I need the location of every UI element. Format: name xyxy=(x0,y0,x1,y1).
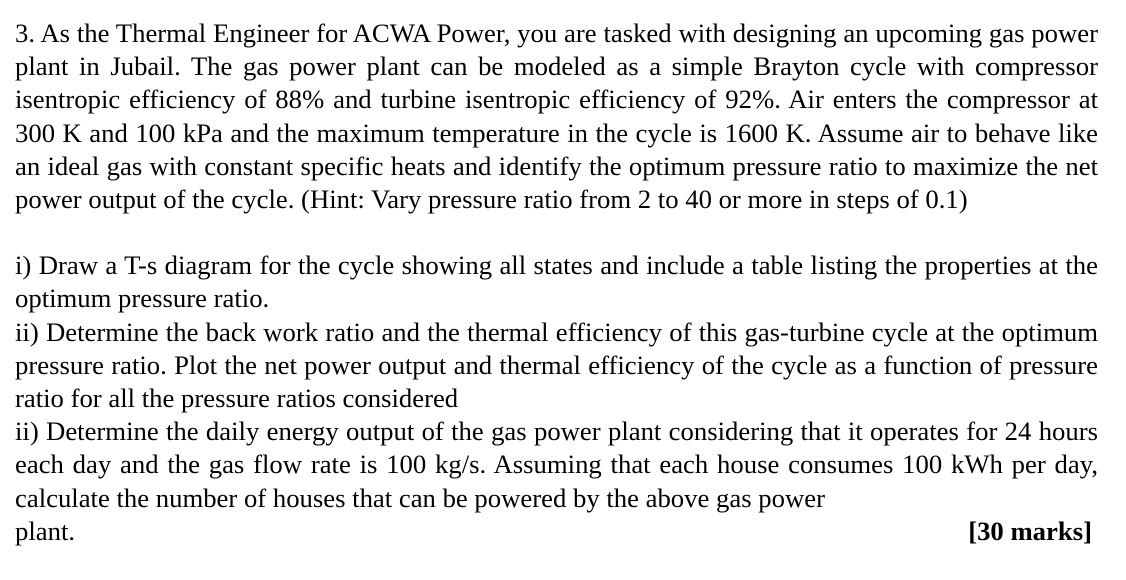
part-ii-text: ii) Determine the back work ratio and the thermal efficiency of this gas-turbine cycle at the optimum pressure ratio. Plot the net power output and thermal efficiency of the cycle as a function of pressure ratio for all the pressure ratios considered xyxy=(15,316,1098,414)
part-iii-end-text: plant. xyxy=(15,515,76,546)
part-iii-text: ii) Determine the daily energy output of the gas power plant considering that it operates for 24 hours each day and the gas flow rate is 100 kg/s. Assuming that each house consumes 100 kWh per day, calculate the number of houses that can be powered by the above gas power xyxy=(15,416,1098,513)
question-document xyxy=(15,17,1098,548)
marks-label: [30 marks] xyxy=(968,515,1092,546)
paragraph-spacer xyxy=(15,216,1098,249)
question-intro: 3. As the Thermal Engineer for ACWA Power, you are tasked with designing an upcoming gas power plant in Jubail. The gas power plant can be modeled as a simple Brayton cycle with compressor isentropic efficiency of 88% and turbine isentropic efficiency of 92%. Air enters the compressor at 300 K and 100 kPa and the maximum temperature in the cycle is 1600 K. Assume air to behave like an ideal gas with constant specific heats and identify the optimum pressure ratio to maximize the net power output of the cycle. (Hint: Vary pressure ratio from 2 to 40 or more in steps of 0.1) xyxy=(15,18,1098,215)
final-line xyxy=(15,515,1098,548)
part-i-text: i) Draw a T-s diagram for the cycle showing all states and include a table listing the properties at the optimum pressure ratio. xyxy=(15,250,1098,314)
